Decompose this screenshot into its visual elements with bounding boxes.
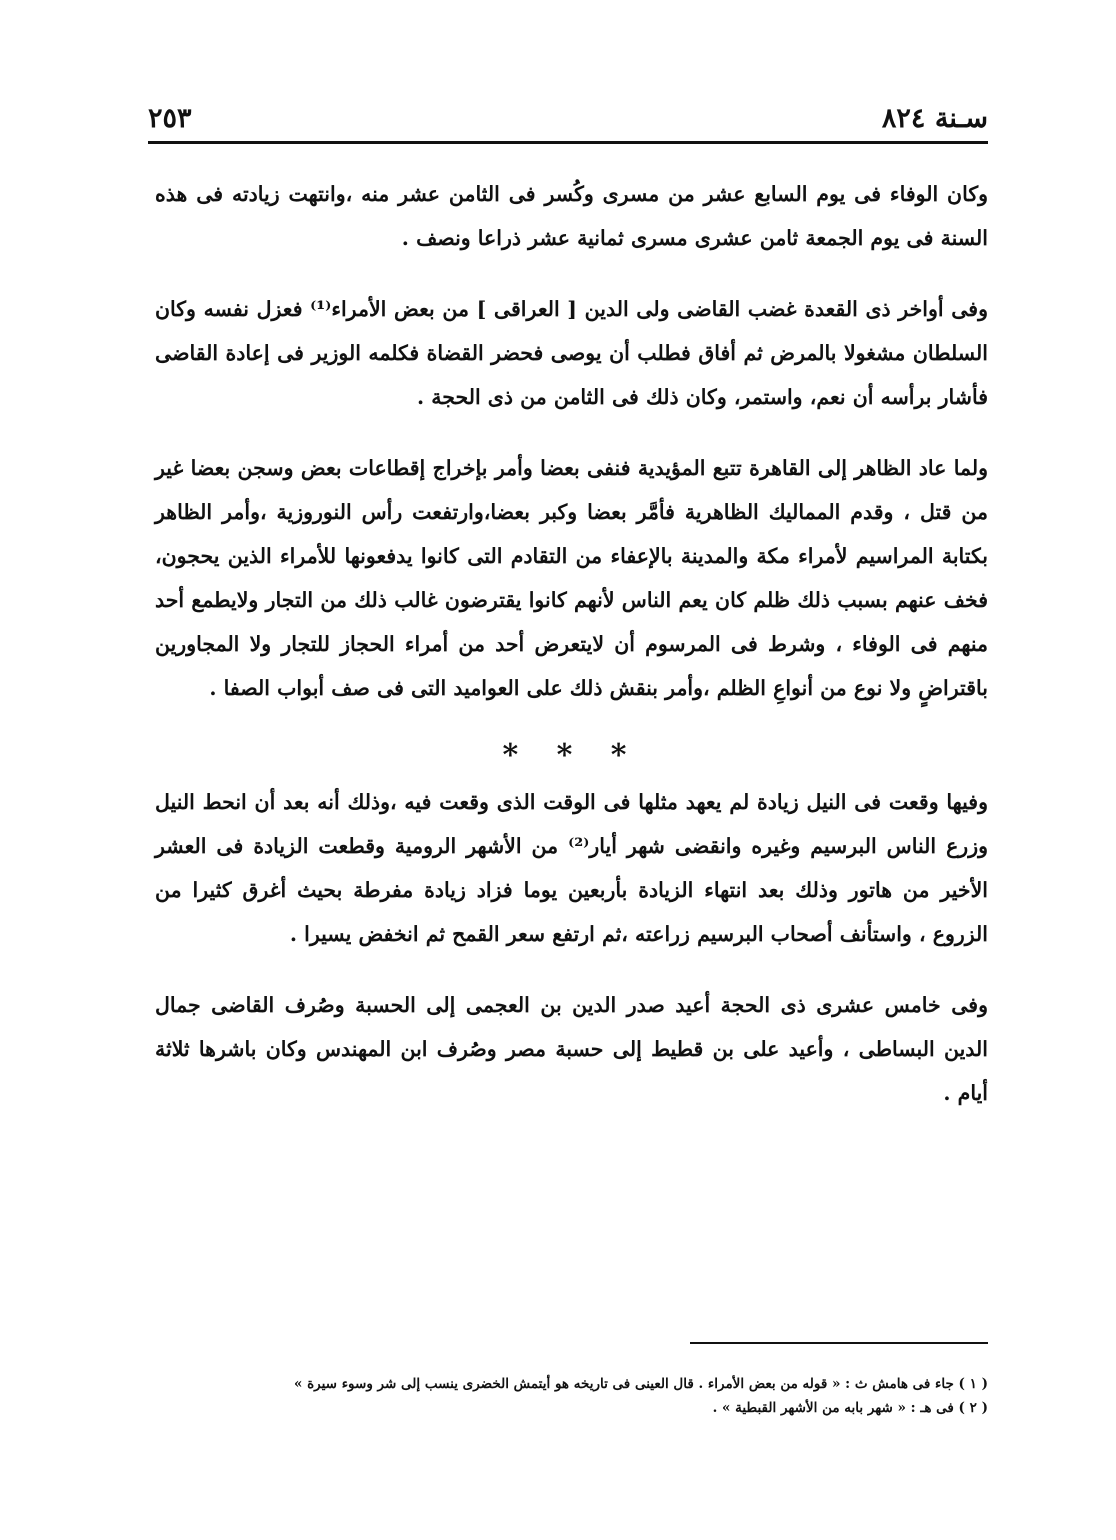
- footnote-rule: [690, 1342, 988, 1344]
- header-rule: [148, 141, 988, 144]
- paragraph-nile-increase: وفيها وقعت فى النيل زيادة لم يعهد مثلها فى الوقت الذى وقعت فيه ،وذلك أنه بعد أن انحط النيل وزرع الناس البرسيم وغيره وانقضى شهر أيار⁽²⁾ من الأشهر الرومية وقطعت الزيادة فى العشر الأخير من هاتور وذلك بعد انتهاء الزيادة بأربعين يوما فزاد زيادة مفرطة بحيث أغرق كثيرا من الزروع ، واستأنف أصحاب البرسيم زراعته ،ثم ارتفع سعر القمح ثم انخفض يسيرا .: [155, 790, 989, 946]
- main-text: [155, 172, 988, 1115]
- paragraph-judge-resignation: وفى أواخر ذى القعدة غضب القاضى ولى الدين [ العراقى ] من بعض الأمراء⁽¹⁾ فعزل نفسه وكان السلطان مشغولا بالمرض ثم أفاق فطلب أن يوصى فحضر القضاة فكلمه الوزير فى إعادة القاضى فأشار برأسه أن نعم، واستمر، وكان ذلك فى الثامن من ذى الحجة .: [155, 297, 988, 409]
- footnotes: [150, 1372, 988, 1420]
- footnote-1: ( ١ ) جاء فى هامش ث : « قوله من بعض الأمراء . قال العينى فى تاريخه هو أيتمش الخضرى ينسب إلى شر وسوء سيرة »: [293, 1376, 988, 1392]
- paragraph-zahir-return: ولما عاد الظاهر إلى القاهرة تتبع المؤيدية فنفى بعضا وأمر بإخراج إقطاعات بعض وسجن بعضا غير من قتل ، وقدم المماليك الظاهرية فأمَّر بعضا وكبر بعضا،وارتفعت رأس النوروزية ،وأمر الظاهر بكتابة المراسيم لأمراء مكة والمدينة بالإعفاء من التقادم التى كانوا يدفعونها للأمراء الذين يحجون، فخف عنهم بسبب ذلك ظلم كان يعم الناس لأنهم كانوا يقترضون غالب ذلك من التجار ولايطمع أحد منهم فى الوفاء ، وشرط فى المرسوم أن لايتعرض أحد من أمراء الحجاز للتجار ولا المجاورين باقتراضٍ ولا نوع من أنواعِ الظلم ،وأمر بنقش ذلك على العواميد التى فى صف أبواب الصفا .: [155, 456, 988, 700]
- page-number: ٢٥٣: [148, 103, 192, 134]
- year-title: سـنة ٨٢٤: [881, 103, 988, 134]
- section-divider: * * *: [502, 738, 641, 773]
- footnote-2: ( ٢ ) فى هـ : « شهر بابه من الأشهر القبطية » .: [712, 1400, 988, 1416]
- paragraph-nile-flood: وكان الوفاء فى يوم السابع عشر من مسرى وكُسر فى الثامن عشر منه ،وانتهت زيادته فى هذه السنة فى يوم الجمعة ثامن عشرى مسرى ثمانية عشر ذراعا ونصف .: [155, 182, 988, 250]
- running-header: [148, 96, 988, 136]
- paragraph-hisba-appointment: وفى خامس عشرى ذى الحجة أعيد صدر الدين بن العجمى إلى الحسبة وصُرف القاضى جمال الدين البساطى ، وأعيد على بن قطيط إلى حسبة مصر وصُرف ابن المهندس وكان باشرها ثلاثة أيام .: [155, 993, 988, 1105]
